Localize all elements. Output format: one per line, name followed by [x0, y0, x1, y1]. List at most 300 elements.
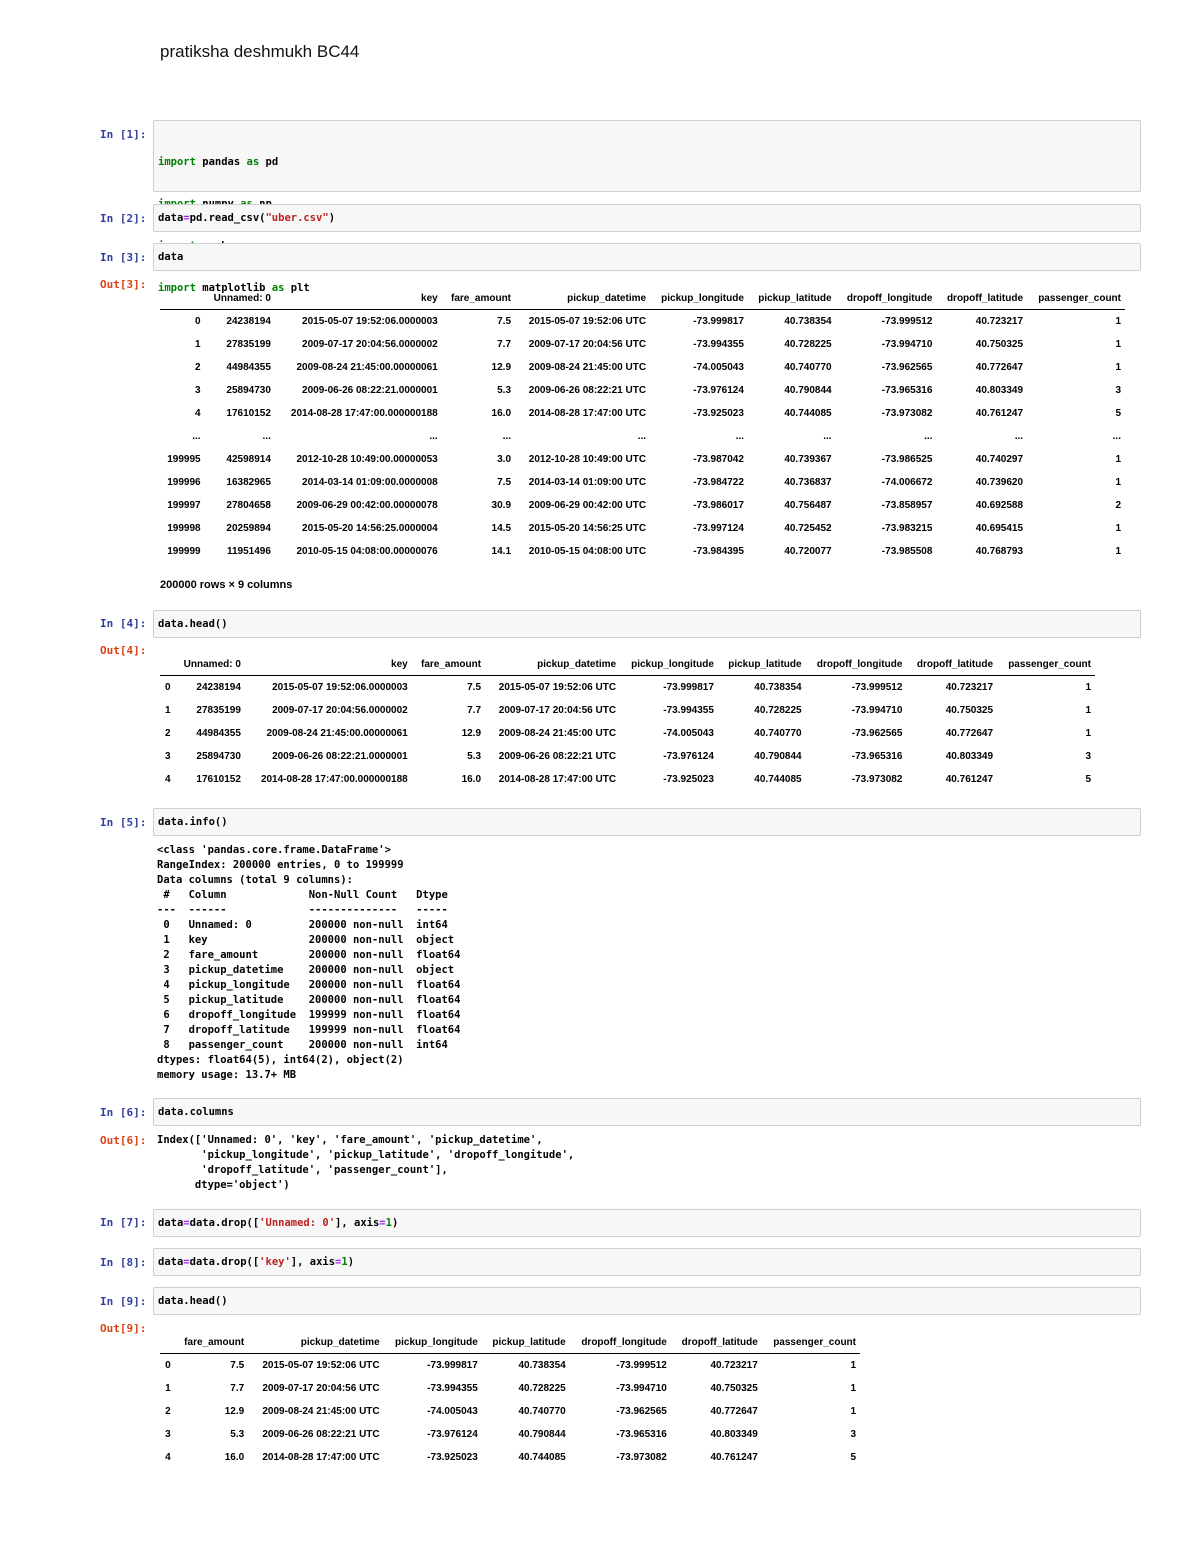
table-cell: -73.994355 — [693, 339, 744, 350]
column-header: fare_amount — [412, 653, 485, 676]
info-output-line: <class 'pandas.core.frame.DataFrame'> — [157, 844, 391, 856]
table-cell: 3 — [1085, 751, 1091, 762]
column-header: pickup_datetime — [485, 653, 620, 676]
in-prompt-6: In [6]: — [100, 1106, 147, 1119]
info-output-line: 7 dropoff_latitude 199999 non-null float64 — [157, 1024, 461, 1036]
table-cell: 2009-06-26 08:22:21 UTC — [498, 751, 617, 762]
info-output-line: 5 pickup_latitude 200000 non-null float64 — [157, 994, 461, 1006]
table-cell: 40.761247 — [945, 774, 994, 785]
table-cell: 2014-08-28 17:47:00.000000188 — [290, 408, 438, 419]
table-cell: -73.965316 — [616, 1429, 667, 1440]
column-header: Unnamed: 0 — [205, 287, 275, 310]
table-cell: 40.720077 — [784, 546, 832, 557]
table-cell: 40.728225 — [754, 705, 802, 716]
table-cell: ... — [823, 431, 832, 442]
code-cell-3[interactable] — [153, 243, 1141, 271]
table-cell: 1 — [850, 1406, 856, 1417]
table-row — [160, 402, 1125, 425]
table-cell: -73.999817 — [663, 682, 714, 693]
column-header — [160, 1331, 175, 1354]
out-prompt-3: Out[3]: — [100, 278, 147, 291]
column-header: pickup_datetime — [248, 1331, 383, 1354]
table-cell: 1 — [1115, 316, 1121, 327]
row-index: 0 — [165, 682, 171, 693]
table-cell: 16.0 — [224, 1452, 245, 1463]
table-cell: -73.983215 — [881, 523, 933, 534]
table-cell: 5 — [850, 1452, 856, 1463]
row-index: 199995 — [167, 454, 201, 465]
column-header: dropoff_longitude — [570, 1331, 671, 1354]
in-prompt-8: In [8]: — [100, 1256, 147, 1269]
table-row — [160, 517, 1125, 540]
table-cell: -73.925023 — [693, 408, 744, 419]
table-row — [160, 1354, 860, 1378]
table-cell: -73.984722 — [693, 477, 744, 488]
column-header: passenger_count — [997, 653, 1095, 676]
table-cell: 2015-05-07 19:52:06.0000003 — [302, 316, 438, 327]
table-row — [160, 471, 1125, 494]
table-cell: 2009-06-26 08:22:21 UTC — [262, 1429, 380, 1440]
table-cell: 40.744085 — [518, 1452, 566, 1463]
table-cell: -73.986525 — [881, 454, 933, 465]
table-cell: 2015-05-07 19:52:06 UTC — [498, 682, 617, 693]
info-output-line: --- ------ -------------- ----- — [157, 904, 461, 916]
table-cell: -73.973082 — [851, 774, 903, 785]
table-cell: 5 — [1115, 408, 1121, 419]
rows-columns-info: 200000 rows × 9 columns — [160, 579, 293, 591]
table-cell: -73.962565 — [616, 1406, 667, 1417]
table-cell: ... — [735, 431, 744, 442]
table-cell: 2009-07-17 20:04:56 UTC — [528, 339, 647, 350]
column-header: pickup_longitude — [620, 653, 718, 676]
code-cell-8[interactable] — [153, 1248, 1141, 1276]
table-cell: 1 — [1085, 728, 1091, 739]
table-cell: 16382965 — [226, 477, 271, 488]
table-cell: 40.790844 — [518, 1429, 566, 1440]
row-index: 2 — [165, 1406, 171, 1417]
column-header: fare_amount — [442, 287, 515, 310]
table-cell: 2014-03-14 01:09:00 UTC — [528, 477, 647, 488]
column-header: dropoff_latitude — [906, 653, 997, 676]
table-cell: 40.695415 — [975, 523, 1024, 534]
column-header: pickup_latitude — [482, 1331, 570, 1354]
drop-key-line: data=data.drop(['key'], axis=1) — [158, 1256, 355, 1268]
read-csv-line: data=pd.read_csv("uber.csv") — [158, 212, 336, 224]
table-cell: 7.5 — [230, 1360, 245, 1371]
table-cell: 40.723217 — [710, 1360, 758, 1371]
table-cell: 2015-05-07 19:52:06.0000003 — [272, 682, 408, 693]
table-cell: 40.739367 — [784, 454, 832, 465]
table-row — [160, 745, 1095, 768]
in-prompt-2: In [2]: — [100, 212, 147, 225]
table-cell: -73.976124 — [427, 1429, 478, 1440]
table-cell: 44984355 — [226, 362, 271, 373]
table-cell: 2009-08-24 21:45:00 UTC — [498, 728, 617, 739]
column-header — [160, 653, 175, 676]
table-cell: 1 — [1085, 705, 1091, 716]
table-cell: 2009-06-29 00:42:00 UTC — [528, 500, 647, 511]
table-cell: 40.692588 — [975, 500, 1024, 511]
table-cell: -73.994355 — [663, 705, 714, 716]
table-cell: 2009-08-24 21:45:00 UTC — [262, 1406, 380, 1417]
table-cell: 40.750325 — [945, 705, 994, 716]
table-cell: 25894730 — [226, 385, 271, 396]
code-cell-4[interactable] — [153, 610, 1141, 638]
table-cell: -73.962565 — [851, 728, 903, 739]
out-prompt-4: Out[4]: — [100, 644, 147, 657]
code-cell-7[interactable] — [153, 1209, 1141, 1237]
table-cell: 40.790844 — [784, 385, 832, 396]
table-cell: -73.976124 — [663, 751, 714, 762]
row-index: 4 — [165, 774, 171, 785]
row-index: 199996 — [167, 477, 201, 488]
table-cell: 40.736837 — [784, 477, 832, 488]
table-header-row — [160, 653, 1095, 676]
table-cell: 2010-05-15 04:08:00 UTC — [528, 546, 647, 557]
code-cell-6[interactable] — [153, 1098, 1141, 1126]
column-header: pickup_longitude — [650, 287, 748, 310]
info-output-line: memory usage: 13.7+ MB — [157, 1069, 297, 1081]
table-cell: ... — [262, 431, 271, 442]
table-cell: 27835199 — [196, 705, 241, 716]
table-row — [160, 310, 1125, 334]
row-index: 4 — [195, 408, 201, 419]
info-output-line: dtypes: float64(5), int64(2), object(2) — [157, 1054, 404, 1066]
table-cell: -73.925023 — [427, 1452, 478, 1463]
table-cell: 40.728225 — [518, 1383, 566, 1394]
column-header: dropoff_latitude — [671, 1331, 762, 1354]
table-cell: 2009-08-24 21:45:00.00000061 — [266, 728, 408, 739]
table-cell: 40.803349 — [975, 385, 1024, 396]
table-cell: 2015-05-20 14:56:25 UTC — [528, 523, 647, 534]
table-cell: 40.772647 — [710, 1406, 758, 1417]
code-cell-9[interactable] — [153, 1287, 1141, 1315]
dataframe-table-full — [160, 287, 1125, 563]
code-line: data.head() — [158, 618, 228, 630]
table-cell: 2009-06-29 00:42:00.00000078 — [296, 500, 438, 511]
table-cell: 14.5 — [491, 523, 512, 534]
columns-output-line: 'dropoff_latitude', 'passenger_count'], — [157, 1164, 448, 1176]
table-cell: 27804658 — [226, 500, 271, 511]
table-cell: 40.772647 — [945, 728, 994, 739]
table-cell: 11951496 — [226, 546, 271, 557]
table-cell: 2009-08-24 21:45:00.00000061 — [296, 362, 438, 373]
code-line: data.head() — [158, 1295, 228, 1307]
table-cell: -73.976124 — [693, 385, 744, 396]
column-header: pickup_longitude — [384, 1331, 482, 1354]
table-cell: -73.999512 — [851, 682, 903, 693]
table-cell: 1 — [850, 1360, 856, 1371]
column-header: Unnamed: 0 — [175, 653, 245, 676]
table-row — [160, 1400, 860, 1423]
table-cell: 40.803349 — [945, 751, 994, 762]
table-row — [160, 1377, 860, 1400]
row-index: 0 — [165, 1360, 171, 1371]
table-cell: 2012-10-28 10:49:00.00000053 — [296, 454, 438, 465]
column-header — [160, 287, 205, 310]
table-cell: -73.999817 — [427, 1360, 478, 1371]
dataframe-table-dropped — [160, 1331, 860, 1469]
info-output-line: # Column Non-Null Count Dtype — [157, 889, 461, 901]
column-header: pickup_latitude — [718, 653, 806, 676]
table-cell: 12.9 — [491, 362, 512, 373]
table-cell: 42598914 — [226, 454, 271, 465]
table-cell: -74.005043 — [663, 728, 714, 739]
table-cell: 2014-08-28 17:47:00 UTC — [498, 774, 617, 785]
info-output-line: 0 Unnamed: 0 200000 non-null int64 — [157, 919, 461, 931]
table-cell: -73.985508 — [881, 546, 933, 557]
table-cell: ... — [502, 431, 512, 442]
table-row — [160, 494, 1125, 517]
table-header-row — [160, 1331, 860, 1354]
table-cell: 3 — [1115, 385, 1121, 396]
code-line: data — [158, 251, 184, 263]
row-index: 1 — [195, 339, 201, 350]
table-cell: 40.744085 — [784, 408, 832, 419]
row-index: 199998 — [167, 523, 201, 534]
table-cell: 7.5 — [497, 477, 512, 488]
table-cell: 2009-07-17 20:04:56 UTC — [498, 705, 617, 716]
columns-output-line: Index(['Unnamed: 0', 'key', 'fare_amount', 'pickup_datetime', — [157, 1134, 543, 1146]
table-cell: -73.984395 — [693, 546, 744, 557]
code-cell-2[interactable] — [153, 204, 1141, 232]
table-cell: 30.9 — [491, 500, 512, 511]
table-cell: 40.725452 — [784, 523, 832, 534]
table-row — [160, 333, 1125, 356]
table-cell: -73.858957 — [881, 500, 933, 511]
column-header: dropoff_longitude — [836, 287, 937, 310]
table-row — [160, 676, 1095, 700]
table-cell: 40.728225 — [784, 339, 832, 350]
table-cell: 2 — [1115, 500, 1121, 511]
table-row — [160, 699, 1095, 722]
table-cell: -74.005043 — [693, 362, 744, 373]
table-cell: 5.3 — [467, 751, 482, 762]
table-cell: 1 — [1115, 546, 1121, 557]
table-cell: 1 — [1115, 339, 1121, 350]
table-cell: -73.994710 — [851, 705, 903, 716]
table-cell: 2015-05-07 19:52:06 UTC — [528, 316, 647, 327]
table-cell: ... — [429, 431, 438, 442]
info-output-line: 1 key 200000 non-null object — [157, 934, 461, 946]
table-cell: 24238194 — [196, 682, 241, 693]
table-cell: 40.738354 — [784, 316, 832, 327]
table-row — [160, 379, 1125, 402]
table-cell: 40.803349 — [710, 1429, 758, 1440]
column-header: dropoff_longitude — [806, 653, 907, 676]
table-cell: 40.761247 — [975, 408, 1024, 419]
table-cell: 44984355 — [196, 728, 241, 739]
table-cell: 2009-06-26 08:22:21.0000001 — [272, 751, 408, 762]
table-cell: 2014-03-14 01:09:00.0000008 — [302, 477, 438, 488]
in-prompt-9: In [9]: — [100, 1295, 147, 1308]
table-cell: 2009-07-17 20:04:56 UTC — [262, 1383, 380, 1394]
table-cell: 12.9 — [224, 1406, 245, 1417]
table-cell: 1 — [850, 1383, 856, 1394]
table-cell: 1 — [1115, 523, 1121, 534]
table-cell: 3 — [850, 1429, 856, 1440]
table-header-row — [160, 287, 1125, 310]
table-cell: 2012-10-28 10:49:00 UTC — [528, 454, 647, 465]
info-output-line: 8 passenger_count 200000 non-null int64 — [157, 1039, 461, 1051]
column-header: fare_amount — [175, 1331, 249, 1354]
info-output-line: Data columns (total 9 columns): — [157, 874, 353, 886]
table-cell: 1 — [1115, 477, 1121, 488]
code-line: data.columns — [158, 1106, 234, 1118]
table-cell: 2014-08-28 17:47:00.000000188 — [260, 774, 408, 785]
table-cell: 40.768793 — [975, 546, 1024, 557]
table-cell: 16.0 — [491, 408, 512, 419]
table-cell: 40.738354 — [518, 1360, 566, 1371]
table-cell: 2014-08-28 17:47:00 UTC — [262, 1452, 380, 1463]
columns-output — [157, 1133, 574, 1193]
table-cell: 5 — [1085, 774, 1091, 785]
info-output-line: 6 dropoff_longitude 199999 non-null float64 — [157, 1009, 461, 1021]
table-cell: 40.740770 — [784, 362, 832, 373]
dataframe-table-head — [160, 653, 1095, 791]
info-output-line: 3 pickup_datetime 200000 non-null object — [157, 964, 461, 976]
table-cell: ... — [637, 431, 647, 442]
table-cell: 7.5 — [467, 682, 482, 693]
info-output — [157, 843, 460, 1083]
table-cell: -73.973082 — [616, 1452, 667, 1463]
table-row — [160, 448, 1125, 471]
table-row — [160, 356, 1125, 379]
import-line-pandas: import pandas as pd — [158, 156, 279, 168]
table-cell: 1 — [1115, 454, 1121, 465]
table-cell: 40.750325 — [975, 339, 1024, 350]
column-header: passenger_count — [762, 1331, 860, 1354]
table-cell: -73.999817 — [693, 316, 744, 327]
table-cell: 40.723217 — [975, 316, 1024, 327]
row-index: ... — [192, 431, 201, 442]
table-cell: 7.7 — [497, 339, 512, 350]
row-index: 3 — [195, 385, 201, 396]
table-cell: 40.750325 — [710, 1383, 758, 1394]
table-cell: -73.973082 — [881, 408, 933, 419]
table-cell: 40.740770 — [754, 728, 802, 739]
columns-output-line: dtype='object') — [157, 1179, 290, 1191]
table-cell: 40.738354 — [754, 682, 802, 693]
table-cell: -73.965316 — [881, 385, 933, 396]
code-cell-5[interactable] — [153, 808, 1141, 836]
row-index: 3 — [165, 1429, 171, 1440]
import-line-matplotlib: import matplotlib as plt — [158, 282, 310, 294]
table-row — [160, 722, 1095, 745]
table-cell: 2009-07-17 20:04:56.0000002 — [302, 339, 438, 350]
row-index: 199999 — [167, 546, 201, 557]
table-cell: 2009-06-26 08:22:21 UTC — [528, 385, 647, 396]
table-cell: -73.999512 — [616, 1360, 667, 1371]
table-cell: -73.997124 — [693, 523, 744, 534]
table-cell: 7.7 — [467, 705, 482, 716]
table-cell: -73.994355 — [427, 1383, 478, 1394]
row-index: 2 — [195, 362, 201, 373]
code-line: data.info() — [158, 816, 228, 828]
row-index: 2 — [165, 728, 171, 739]
row-index: 0 — [195, 316, 201, 327]
table-cell: 40.790844 — [754, 751, 802, 762]
table-cell: -73.986017 — [693, 500, 744, 511]
column-header: key — [245, 653, 412, 676]
info-output-line: RangeIndex: 200000 entries, 0 to 199999 — [157, 859, 404, 871]
in-prompt-5: In [5]: — [100, 816, 147, 829]
table-row — [160, 425, 1125, 448]
table-cell: 40.756487 — [784, 500, 832, 511]
table-cell: 2014-08-28 17:47:00 UTC — [528, 408, 647, 419]
table-cell: 17610152 — [196, 774, 241, 785]
table-cell: 7.7 — [230, 1383, 245, 1394]
table-cell: 2010-05-15 04:08:00.00000076 — [296, 546, 438, 557]
row-index: 1 — [165, 1383, 171, 1394]
table-cell: -73.962565 — [881, 362, 933, 373]
table-cell: 40.744085 — [754, 774, 802, 785]
table-cell: 2009-06-26 08:22:21.0000001 — [302, 385, 438, 396]
info-output-line: 2 fare_amount 200000 non-null float64 — [157, 949, 461, 961]
table-cell: -73.965316 — [851, 751, 903, 762]
in-prompt-3: In [3]: — [100, 251, 147, 264]
table-cell: 40.761247 — [710, 1452, 758, 1463]
page-title: pratiksha deshmukh BC44 — [160, 42, 360, 61]
table-cell: 20259894 — [226, 523, 271, 534]
column-header: pickup_datetime — [515, 287, 650, 310]
table-cell: 40.740770 — [518, 1406, 566, 1417]
table-cell: 7.5 — [497, 316, 512, 327]
table-row — [160, 1446, 860, 1469]
table-cell: -73.925023 — [663, 774, 714, 785]
column-header: dropoff_latitude — [936, 287, 1027, 310]
drop-unnamed-line: data=data.drop(['Unnamed: 0'], axis=1) — [158, 1217, 399, 1229]
in-prompt-4: In [4]: — [100, 617, 147, 630]
table-cell: 40.772647 — [975, 362, 1024, 373]
table-cell: -73.999512 — [881, 316, 933, 327]
row-index: 4 — [165, 1452, 171, 1463]
column-header: pickup_latitude — [748, 287, 836, 310]
table-cell: 14.1 — [491, 546, 512, 557]
table-cell: -74.005043 — [427, 1406, 478, 1417]
table-cell: ... — [1014, 431, 1024, 442]
info-output-line: 4 pickup_longitude 200000 non-null float64 — [157, 979, 461, 991]
table-cell: 25894730 — [196, 751, 241, 762]
out-prompt-6: Out[6]: — [100, 1134, 147, 1147]
column-header: passenger_count — [1027, 287, 1125, 310]
out-prompt-9: Out[9]: — [100, 1322, 147, 1335]
table-cell: 27835199 — [226, 339, 271, 350]
table-cell: 1 — [1085, 682, 1091, 693]
table-cell: 24238194 — [226, 316, 271, 327]
table-cell: -73.994710 — [616, 1383, 667, 1394]
table-cell: 17610152 — [226, 408, 271, 419]
table-cell: 40.723217 — [945, 682, 994, 693]
row-index: 199997 — [167, 500, 201, 511]
table-cell: 16.0 — [461, 774, 482, 785]
row-index: 3 — [165, 751, 171, 762]
in-prompt-1: In [1]: — [100, 128, 147, 141]
table-row — [160, 540, 1125, 563]
table-cell: ... — [1112, 431, 1121, 442]
table-row — [160, 768, 1095, 791]
table-cell: 40.740297 — [975, 454, 1024, 465]
table-cell: ... — [924, 431, 933, 442]
table-cell: -74.006672 — [881, 477, 933, 488]
table-cell: 3.0 — [497, 454, 512, 465]
table-cell: 2015-05-20 14:56:25.0000004 — [302, 523, 438, 534]
row-index: 1 — [165, 705, 171, 716]
table-cell: 5.3 — [497, 385, 512, 396]
table-cell: 12.9 — [461, 728, 482, 739]
table-cell: 2009-08-24 21:45:00 UTC — [528, 362, 647, 373]
table-cell: 2009-07-17 20:04:56.0000002 — [272, 705, 408, 716]
